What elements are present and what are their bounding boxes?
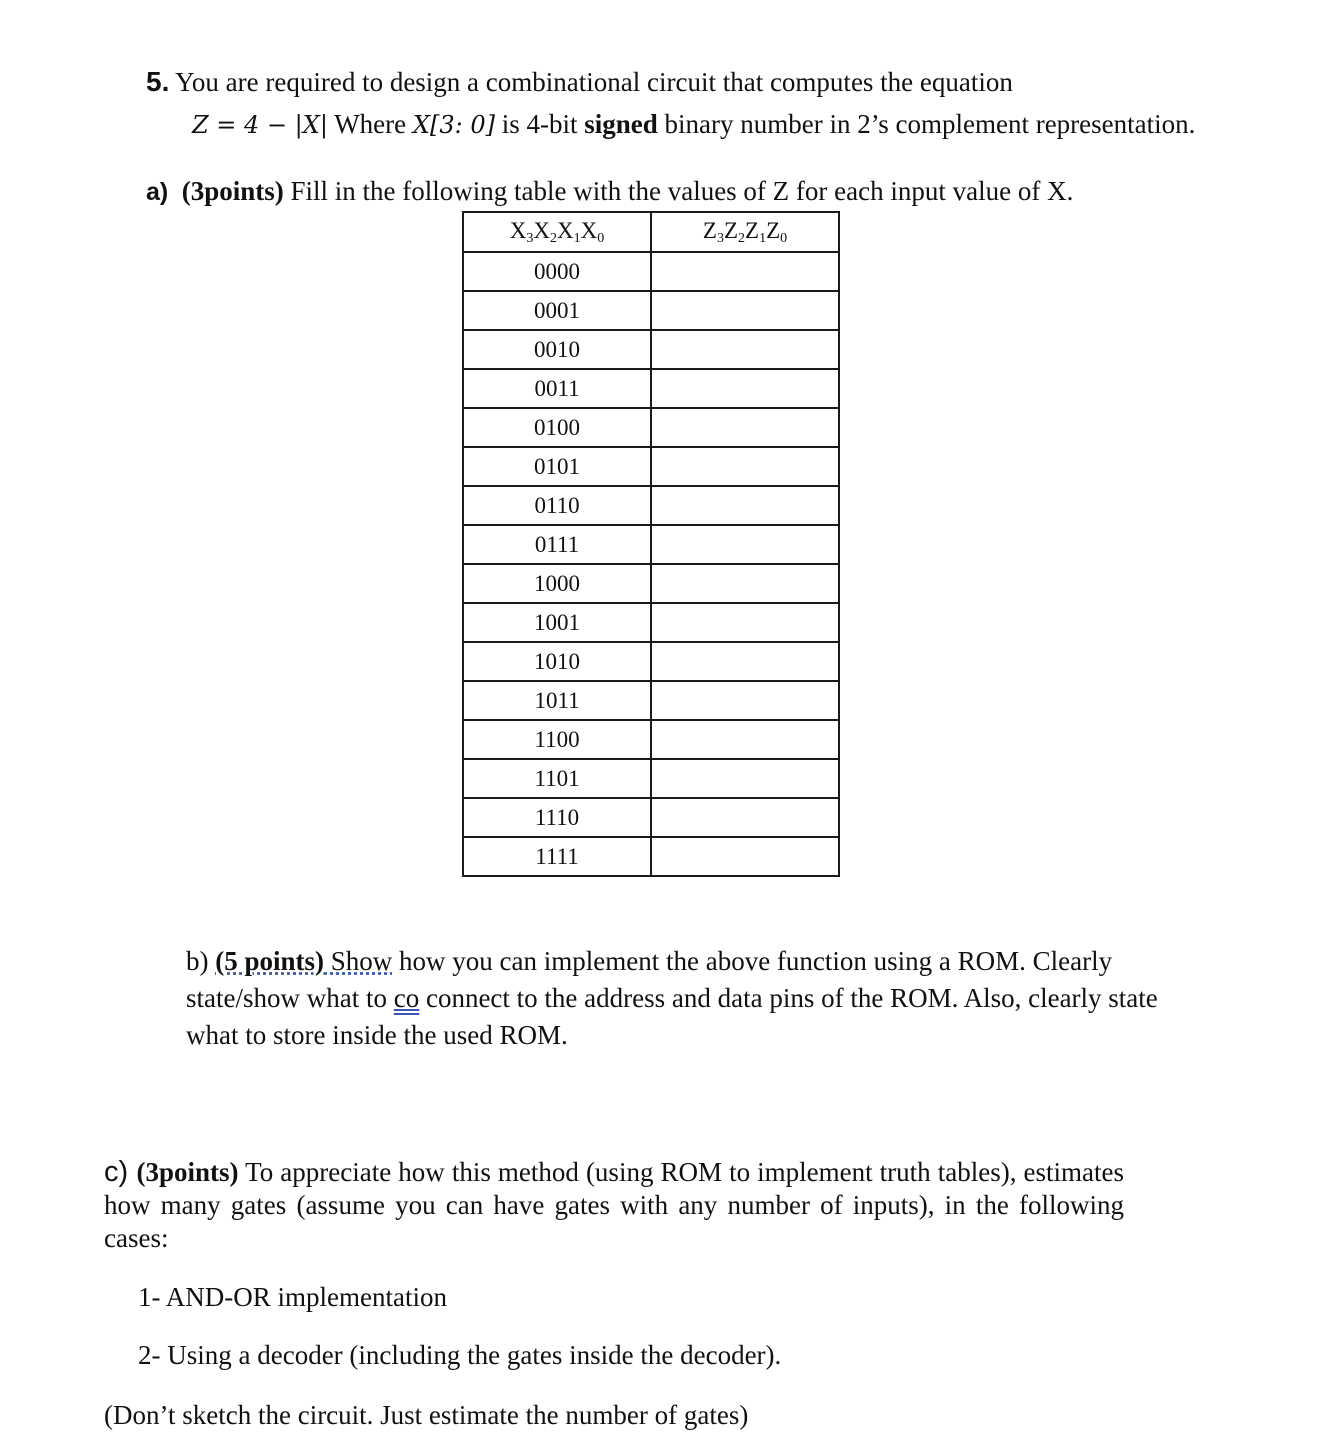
part-b-typo: co xyxy=(393,983,420,1013)
z-cell[interactable] xyxy=(651,564,839,603)
x-cell: 1100 xyxy=(463,720,651,759)
table-row xyxy=(463,369,839,408)
z-cell[interactable] xyxy=(651,837,839,876)
part-c-item-2: 2- Using a decoder (including the gates inside the decoder). xyxy=(138,1340,782,1370)
x-cell: 0001 xyxy=(463,291,651,330)
part-b-label: b) xyxy=(186,946,216,976)
z-cell[interactable] xyxy=(651,486,839,525)
x-cell: 0110 xyxy=(463,486,651,525)
x-cell: 0101 xyxy=(463,447,651,486)
z-cell[interactable] xyxy=(651,447,839,486)
table-row xyxy=(463,759,839,798)
z-cell[interactable] xyxy=(651,681,839,720)
part-a-text: Fill in the following table with the values of Z for each input value of X. xyxy=(283,176,1074,206)
truth-table xyxy=(462,211,840,877)
part-b-prompt xyxy=(186,943,1206,1054)
question-heading xyxy=(146,64,1013,100)
part-b-text1: how you can implement the above function using a ROM. Clearly state/show what to xyxy=(186,946,1113,1013)
x-cell: 0000 xyxy=(463,252,651,291)
z-cell[interactable] xyxy=(651,525,839,564)
x-range: X[3: 0] xyxy=(412,111,495,139)
equation-line xyxy=(192,106,1195,143)
x-cell: 1001 xyxy=(463,603,651,642)
z-cell[interactable] xyxy=(651,603,839,642)
z-cell[interactable] xyxy=(651,408,839,447)
header-z: $Z_3Z_2Z_1Z_0$ xyxy=(651,212,839,252)
z-cell[interactable] xyxy=(651,720,839,759)
table-row xyxy=(463,486,839,525)
part-c-note: (Don’t sketch the circuit. Just estimate the number of gates) xyxy=(104,1400,749,1430)
table-row xyxy=(463,681,839,720)
table-row xyxy=(463,720,839,759)
part-b-text2: connect to the address and data pins of the ROM. Also, clearly state what to store inside the used ROM. xyxy=(186,983,1158,1050)
x-cell: 0100 xyxy=(463,408,651,447)
desc-pre: is 4-bit xyxy=(494,109,585,139)
part-a-label: a) xyxy=(146,178,169,206)
x-cell: 1010 xyxy=(463,642,651,681)
x-cell: 1110 xyxy=(463,798,651,837)
part-c-label: c) xyxy=(104,1156,137,1188)
part-a-prompt xyxy=(146,173,1073,210)
question-intro: You are required to design a combinational circuit that computes the equation xyxy=(169,67,1013,97)
table-row xyxy=(463,837,839,876)
table-row xyxy=(463,642,839,681)
header-x: $X_3X_2X_1X_0$ xyxy=(463,212,651,252)
z-cell[interactable] xyxy=(651,642,839,681)
part-c-text: To appreciate how this method (using ROM to implement truth tables), estimates how many gates (assume you can have gates with any number of inputs), in the following cases: xyxy=(104,1157,1124,1253)
table-row xyxy=(463,330,839,369)
table-row xyxy=(463,525,839,564)
table-row xyxy=(463,408,839,447)
part-b-points: (5 points) xyxy=(215,946,325,976)
x-cell: 1011 xyxy=(463,681,651,720)
desc-bold: signed xyxy=(584,109,658,139)
part-c-prompt xyxy=(104,1156,1124,1255)
desc-post: binary number in 2’s complement representation. xyxy=(657,109,1196,139)
z-cell[interactable] xyxy=(651,369,839,408)
question-number: 5. xyxy=(146,66,170,97)
where-text: Where xyxy=(327,109,413,139)
z-cell[interactable] xyxy=(651,759,839,798)
part-b-show: Show xyxy=(324,946,393,976)
z-cell[interactable] xyxy=(651,291,839,330)
table-row xyxy=(463,291,839,330)
z-cell[interactable] xyxy=(651,330,839,369)
table-row xyxy=(463,798,839,837)
equation: Z = 4 − |X| xyxy=(192,111,328,139)
x-cell: 1111 xyxy=(463,837,651,876)
truth-table-header xyxy=(463,212,839,252)
x-cell: 0111 xyxy=(463,525,651,564)
part-a-points: (3points) xyxy=(181,176,284,206)
x-cell: 1101 xyxy=(463,759,651,798)
z-cell[interactable] xyxy=(651,252,839,291)
table-row xyxy=(463,603,839,642)
table-row xyxy=(463,447,839,486)
x-cell: 1000 xyxy=(463,564,651,603)
table-row xyxy=(463,252,839,291)
x-cell: 0010 xyxy=(463,330,651,369)
z-cell[interactable] xyxy=(651,798,839,837)
part-c-points: (3points) xyxy=(136,1157,239,1187)
x-cell: 0011 xyxy=(463,369,651,408)
part-c-item-1: 1- AND-OR implementation xyxy=(138,1282,447,1312)
table-row xyxy=(463,564,839,603)
